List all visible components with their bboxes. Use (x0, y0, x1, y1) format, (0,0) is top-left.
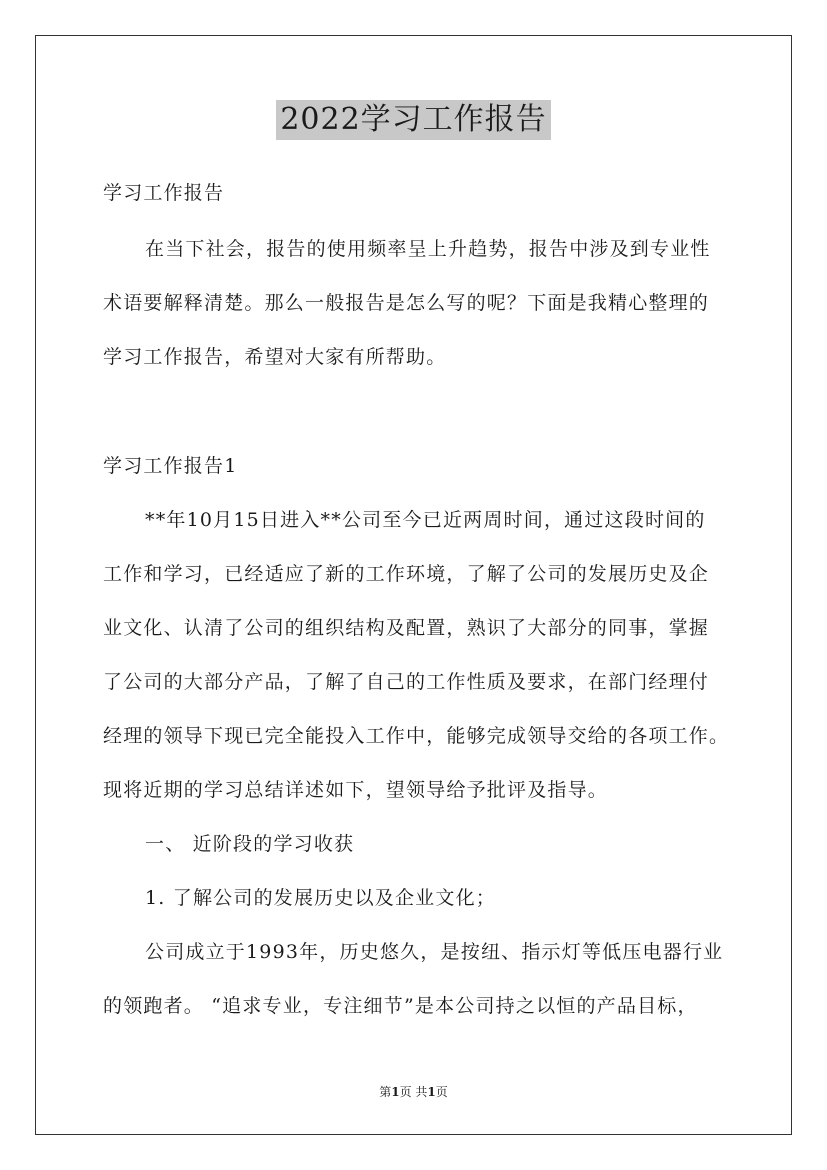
title-container (0, 100, 827, 140)
subheading-1: 一、 近阶段的学习收获 (145, 833, 355, 855)
intro-line-1: 在当下社会，报告的使用频率呈上升趋势，报告中涉及到专业性 (145, 238, 711, 260)
footer-prefix: 第 (379, 1085, 392, 1099)
document-title: 2022学习工作报告 (276, 100, 550, 140)
section1-line-1: **年10月15日进入**公司至今已近两周时间，通过这段时间的 (145, 509, 706, 531)
item-1-line-2: 的领跑者。 “追求专业，专注细节”是本公司持之以恒的产品目标， (103, 995, 698, 1017)
item-1-heading: 1. 了解公司的发展历史以及企业文化； (145, 887, 496, 909)
section1-line-3: 业文化、认清了公司的组织结构及配置，熟识了大部分的同事，掌握 (103, 617, 710, 639)
section1-line-4: 了公司的大部分产品，了解了自己的工作性质及要求，在部门经理付 (103, 671, 710, 693)
section1-line-5: 经理的领导下现已完全能投入工作中，能够完成领导交给的各项工作。 (103, 725, 730, 747)
footer-total-pages: 1 (427, 1085, 436, 1099)
footer-mid: 页 共 (399, 1085, 428, 1099)
footer-suffix: 页 (435, 1085, 448, 1099)
intro-line-3: 学习工作报告，希望对大家有所帮助。 (103, 346, 447, 368)
section1-line-2: 工作和学习，已经适应了新的工作环境，了解了公司的发展历史及企 (103, 563, 710, 585)
document-heading: 学习工作报告 (103, 182, 225, 204)
section1-heading: 学习工作报告1 (103, 455, 238, 477)
section1-line-6: 现将近期的学习总结详述如下，望领导给予批评及指导。 (103, 779, 609, 801)
item-1-line-1: 公司成立于1993年，历史悠久，是按纽、指示灯等低压电器行业 (145, 941, 724, 963)
page-footer (0, 1084, 827, 1100)
intro-line-2: 术语要解释清楚。那么一般报告是怎么写的呢？下面是我精心整理的 (103, 292, 710, 314)
footer-page-number: 1 (391, 1085, 400, 1099)
